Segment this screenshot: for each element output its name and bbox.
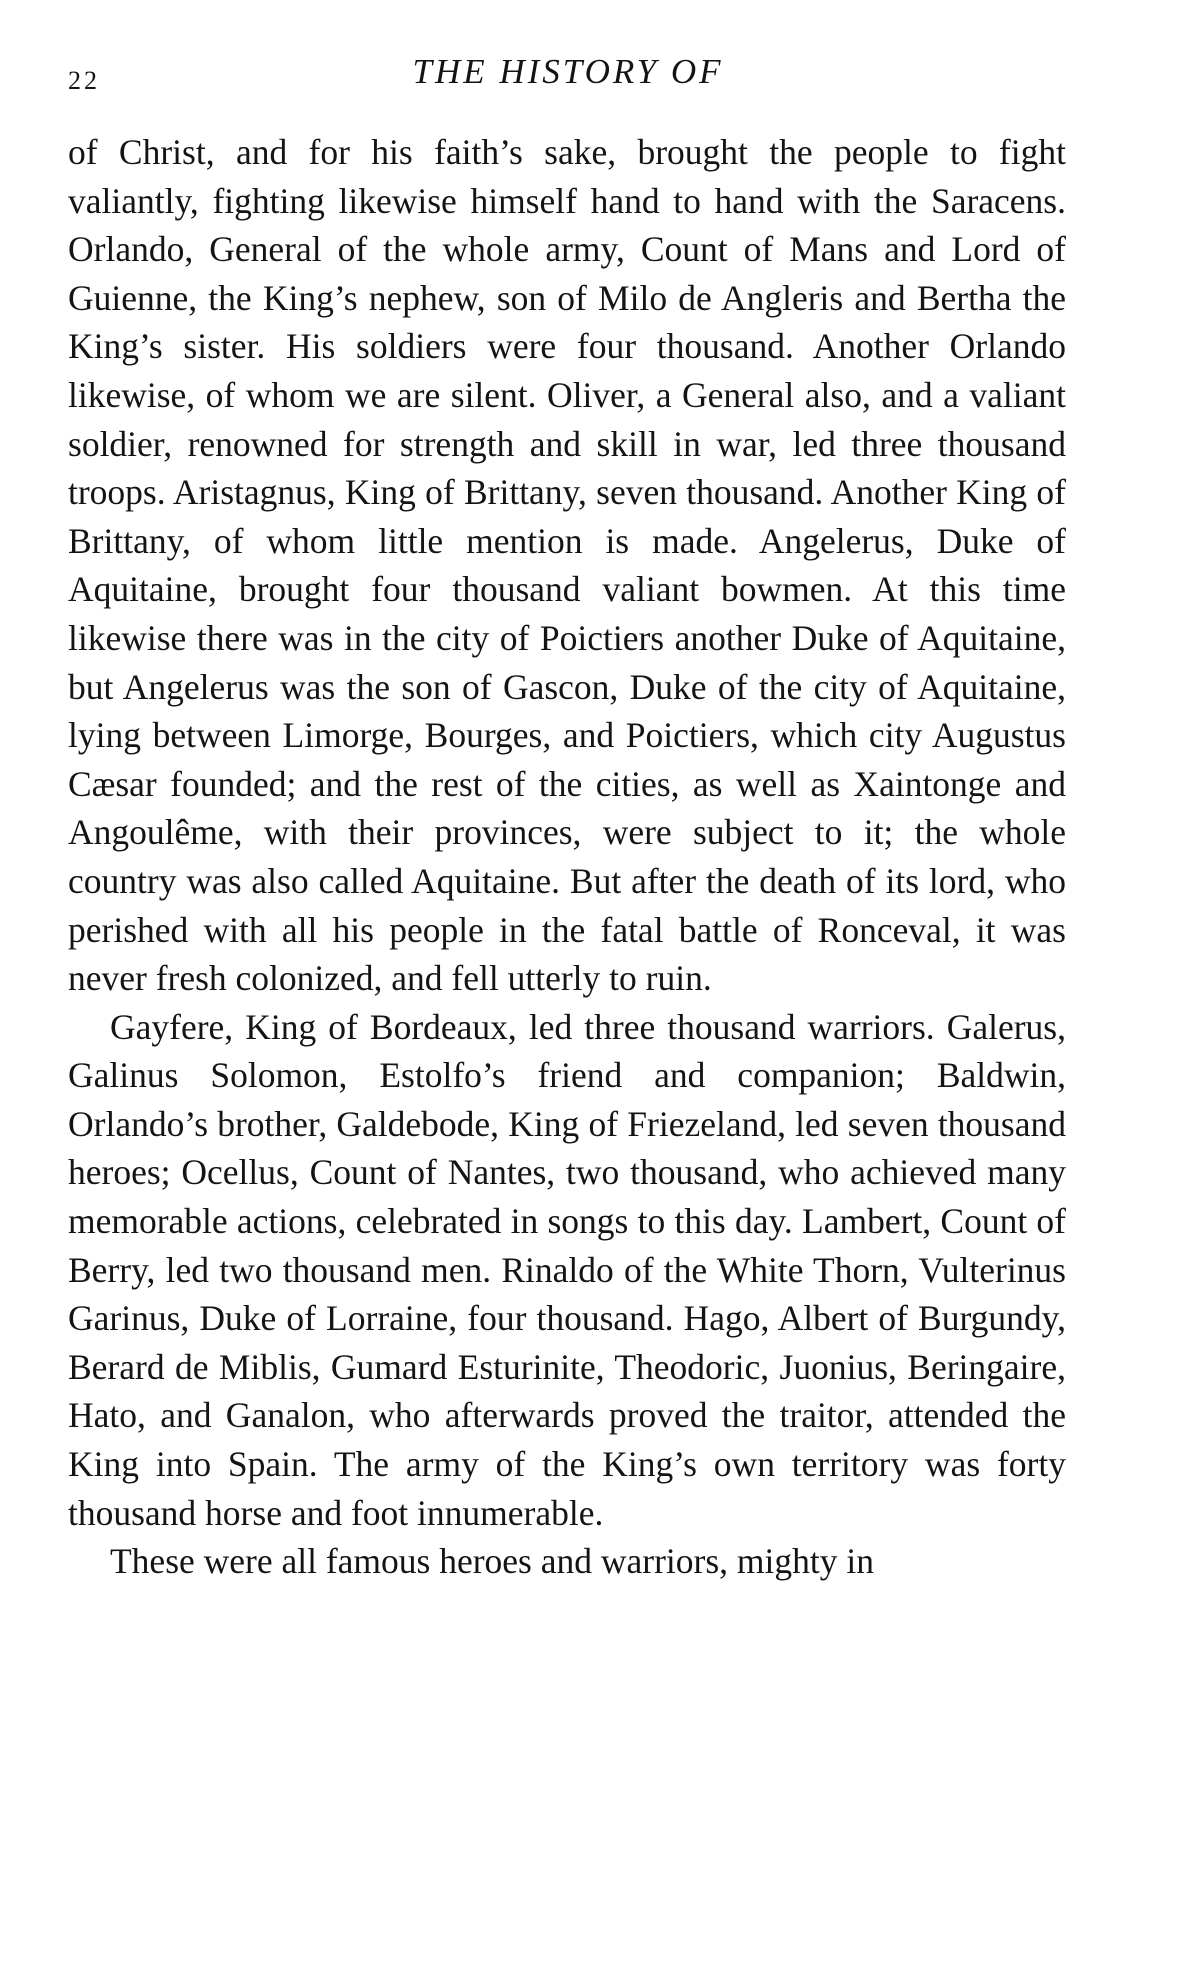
paragraph: Gayfere, King of Bordeaux, led three thousand warriors. Galerus, Galinus Solomon, Estolfo’s friend and companion; Baldwin, Orlando’s brother, Galdebode, King of Friezeland, led seven thousand heroes; Ocellus, Count of Nantes, two thousand, who achieved many memorable actions, celebrated in songs to this day. Lambert, Count of Berry, led two thousand men. Rinaldo of the White Thorn, Vulterinus Garinus, Duke of Lorraine, four thousand. Hago, Albert of Burgundy, Berard de Miblis, Gumard Esturinite, Theodoric, Juonius, Beringaire, Hato, and Ganalon, who afterwards proved the traitor, attended the King into Spain. The army of the King’s own territory was forty thousand horse and foot innumerable. — [68, 1006, 1066, 1533]
paragraph: These were all famous heroes and warriors, mighty in — [110, 1541, 874, 1582]
paragraph: of Christ, and for his faith’s sake, brought the people to fight valiantly, fighting likewise himself hand to hand with the Saracens. Orlando, General of the whole army, Count of Mans and Lord of Guienne, the King’s nephew, son of Milo de Angleris and Bertha the King’s sister. His soldiers were four thousand. Another Orlando likewise, of whom we are silent. Oliver, a General also, and a valiant soldier, renowned for strength and skill in war, led three thousand troops. Aristagnus, King of Brittany, seven thousand. Another King of Brittany, of whom little mention is made. Angelerus, Duke of Aquitaine, brought four thousand valiant bowmen. At this time likewise there was in the city of Poictiers another Duke of Aquitaine, but Angelerus was the son of Gascon, Duke of the city of Aquitaine, lying between Limorge, Bourges, and Poictiers, which city Augustus Cæsar founded; and the rest of the cities, as well as Xaintonge and Angoulême, with their provinces, were subject to it; the whole country was also called Aquitaine. But after the death of its lord, who perished with all his people in the fatal battle of Ronceval, it was never fresh colonized, and fell utterly to ruin. — [68, 132, 1066, 999]
page-header — [68, 52, 1068, 102]
page-number: 22 — [68, 66, 100, 95]
body-text — [68, 128, 1066, 1586]
running-head: THE HISTORY OF — [412, 52, 724, 91]
